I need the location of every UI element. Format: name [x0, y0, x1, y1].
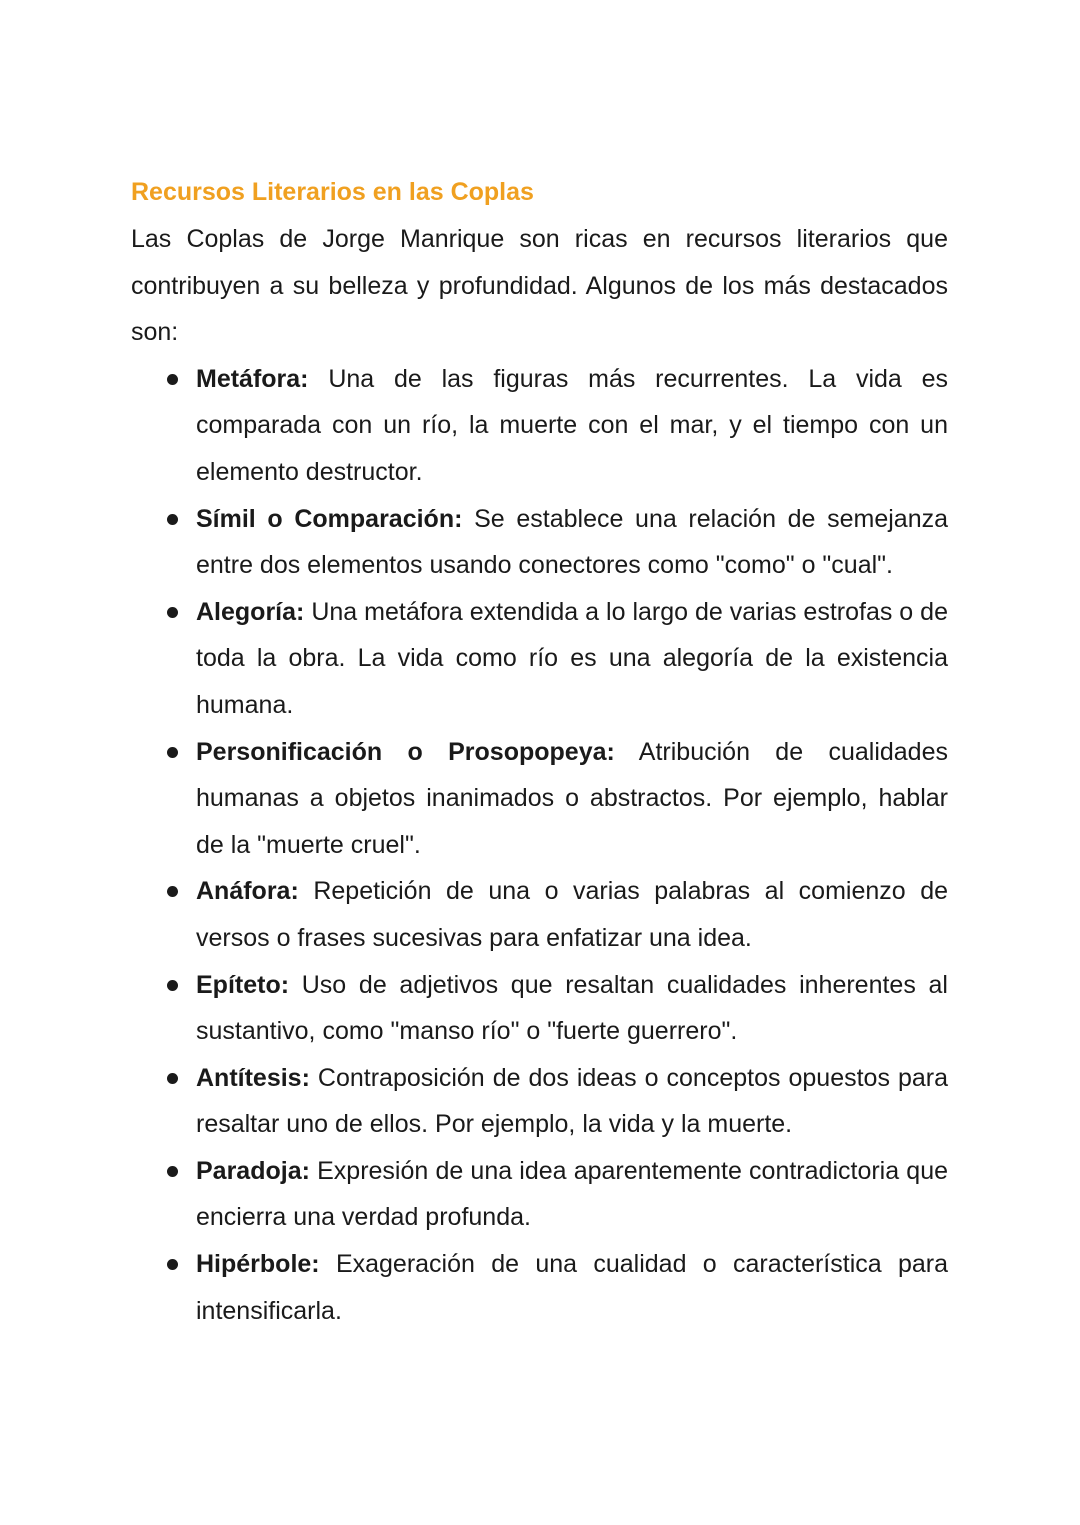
bullet-icon	[167, 514, 178, 525]
list-item	[131, 1241, 948, 1334]
intro-paragraph: Las Coplas de Jorge Manrique son ricas en recursos literarios que contribuyen a su belleza y profundidad. Algunos de los más destacados son:	[131, 225, 948, 347]
bullet-icon	[167, 1166, 178, 1177]
item-description: Una metáfora extendida a lo largo de varias estrofas o de toda la obra. La vida como río es una alegoría de la existencia humana.	[196, 597, 948, 719]
bullet-icon	[167, 1259, 178, 1270]
list-item	[131, 729, 948, 869]
item-description: Uso de adjetivos que resaltan cualidades inherentes al sustantivo, como "manso río" o "fuerte guerrero".	[196, 970, 948, 1046]
item-term: Hipérbole:	[196, 1250, 320, 1279]
item-description: Atribución de cualidades humanas a objetos inanimados o abstractos. Por ejemplo, hablar de la "muerte cruel".	[196, 737, 948, 859]
list-item	[131, 356, 948, 496]
item-term: Metáfora:	[196, 364, 309, 393]
bullet-icon	[167, 374, 178, 385]
item-term: Alegoría:	[196, 597, 305, 626]
bullet-icon	[167, 1073, 178, 1084]
list-item	[131, 962, 948, 1055]
bullet-icon	[167, 747, 178, 758]
bullet-icon	[167, 886, 178, 897]
item-term: Paradoja:	[196, 1156, 310, 1185]
item-term: Personificación o Prosopopeya:	[196, 737, 615, 766]
item-term: Anáfora:	[196, 877, 299, 906]
item-term: Símil o Comparación:	[196, 504, 463, 533]
list-item	[131, 868, 948, 961]
item-description: Contraposición de dos ideas o conceptos opuestos para resaltar uno de ellos. Por ejemplo, la vida y la muerte.	[196, 1063, 948, 1139]
item-term: Epíteto:	[196, 970, 290, 999]
bullet-icon	[167, 607, 178, 618]
list-item	[131, 496, 948, 589]
item-description: Una de las figuras más recurrentes. La vida es comparada con un río, la muerte con el mar, y el tiempo con un elemento destructor.	[196, 364, 948, 486]
item-description: Se establece una relación de semejanza entre dos elementos usando conectores como "como" o "cual".	[196, 504, 949, 580]
list-item	[131, 1148, 948, 1241]
literary-devices-list	[131, 356, 948, 1334]
section-heading: Recursos Literarios en las Coplas	[131, 178, 534, 206]
item-term: Antítesis:	[196, 1063, 310, 1092]
item-description: Exageración de una cualidad o característica para intensificarla.	[196, 1250, 948, 1325]
bullet-icon	[167, 980, 178, 991]
list-item	[131, 1055, 948, 1148]
item-description: Expresión de una idea aparentemente contradictoria que encierra una verdad profunda.	[196, 1156, 948, 1232]
item-description: Repetición de una o varias palabras al comienzo de versos o frases sucesivas para enfatizar una idea.	[196, 877, 949, 952]
document-page	[131, 172, 948, 1334]
list-item	[131, 589, 948, 729]
